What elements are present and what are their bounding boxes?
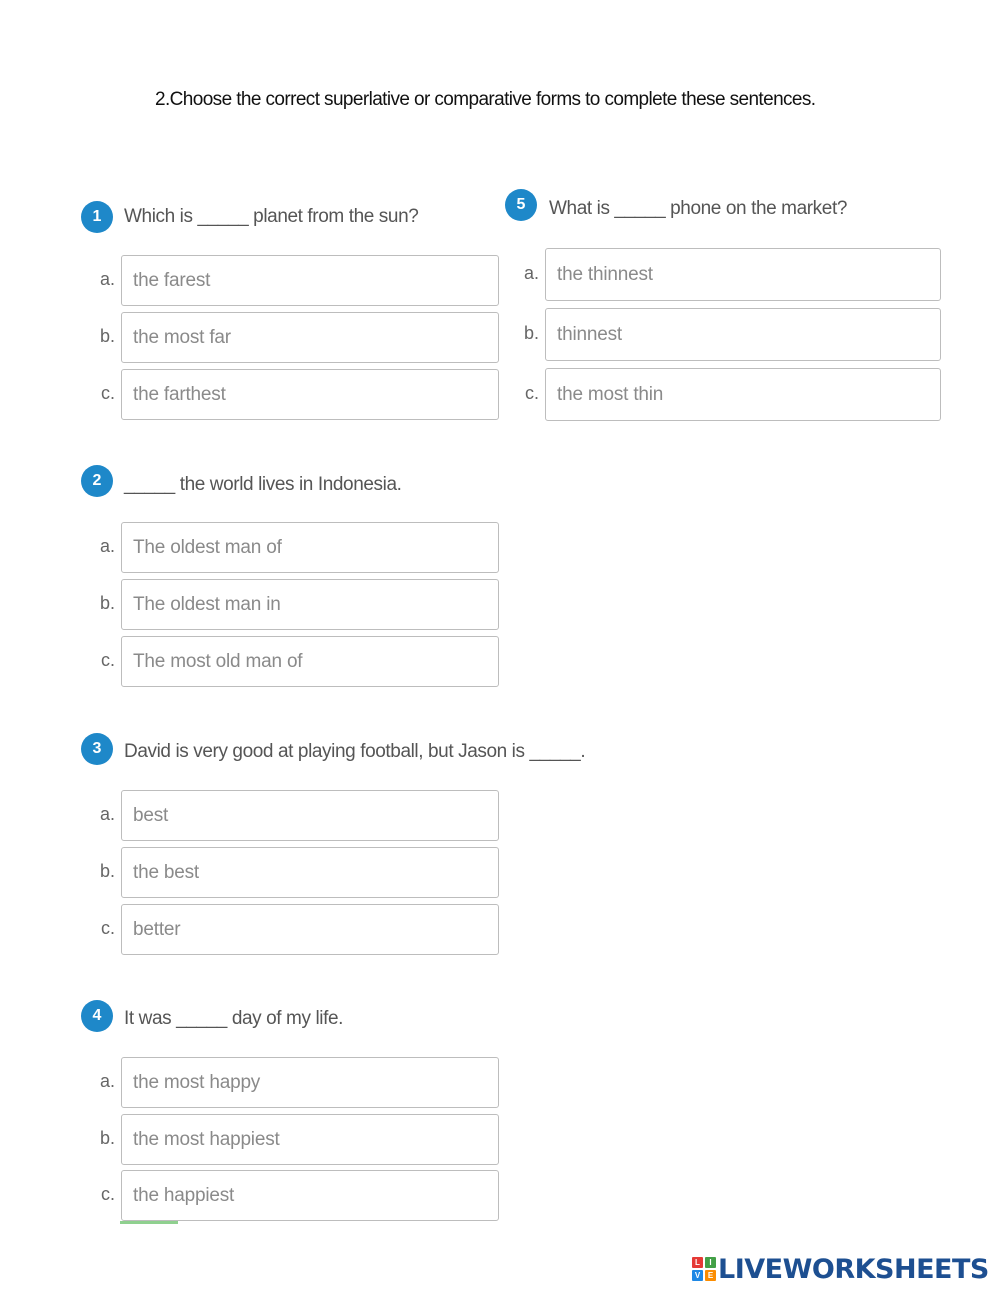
option-letter: a.	[523, 263, 539, 283]
answer-option-box[interactable]: The oldest man of	[121, 522, 499, 573]
question-number-badge: 2	[81, 465, 113, 497]
answer-option-box[interactable]: the most happy	[121, 1057, 499, 1108]
answer-option-box[interactable]: the thinnest	[545, 248, 941, 301]
brand-name: LIVEWORKSHEETS	[718, 1253, 989, 1285]
instructions-heading: 2.Choose the correct superlative or comparative forms to complete these sentences.	[155, 89, 816, 110]
answer-option-box[interactable]: the most far	[121, 312, 499, 363]
logo-tile: I	[705, 1257, 716, 1268]
question-number-badge: 3	[81, 733, 113, 765]
option-letter: a.	[99, 269, 115, 289]
answer-option-box[interactable]: thinnest	[545, 308, 941, 361]
option-letter: a.	[99, 536, 115, 556]
option-letter: a.	[99, 1071, 115, 1091]
answer-indicator-mark	[120, 1221, 178, 1224]
liveworksheets-logo-icon	[692, 1257, 716, 1281]
logo-tile: L	[692, 1257, 703, 1268]
option-letter: b.	[99, 326, 115, 346]
option-letter: c.	[100, 1184, 115, 1204]
option-letter: b.	[99, 861, 115, 881]
question-text: David is very good at playing football, but Jason is _____.	[124, 741, 586, 762]
answer-option-box[interactable]: the farthest	[121, 369, 499, 420]
answer-option-box[interactable]: the farest	[121, 255, 499, 306]
option-letter: c.	[524, 383, 539, 403]
question-number-badge: 4	[81, 1000, 113, 1032]
answer-option-box[interactable]: the most thin	[545, 368, 941, 421]
option-letter: a.	[99, 804, 115, 824]
option-letter: b.	[99, 1128, 115, 1148]
question-number-badge: 1	[81, 201, 113, 233]
option-letter: b.	[523, 323, 539, 343]
answer-option-box[interactable]: better	[121, 904, 499, 955]
answer-option-box[interactable]: the happiest	[121, 1170, 499, 1221]
question-text: It was _____ day of my life.	[124, 1008, 344, 1029]
question-text: Which is _____ planet from the sun?	[124, 206, 419, 227]
question-number-badge: 5	[505, 189, 537, 221]
answer-option-box[interactable]: The oldest man in	[121, 579, 499, 630]
question-text: _____ the world lives in Indonesia.	[124, 474, 402, 495]
answer-option-box[interactable]: best	[121, 790, 499, 841]
logo-tile: E	[705, 1270, 716, 1281]
answer-option-box[interactable]: The most old man of	[121, 636, 499, 687]
option-letter: c.	[100, 918, 115, 938]
logo-tile: V	[692, 1270, 703, 1281]
liveworksheets-logo	[692, 1254, 989, 1284]
answer-option-box[interactable]: the most happiest	[121, 1114, 499, 1165]
option-letter: c.	[100, 650, 115, 670]
question-text: What is _____ phone on the market?	[549, 198, 847, 219]
option-letter: b.	[99, 593, 115, 613]
answer-option-box[interactable]: the best	[121, 847, 499, 898]
option-letter: c.	[100, 383, 115, 403]
